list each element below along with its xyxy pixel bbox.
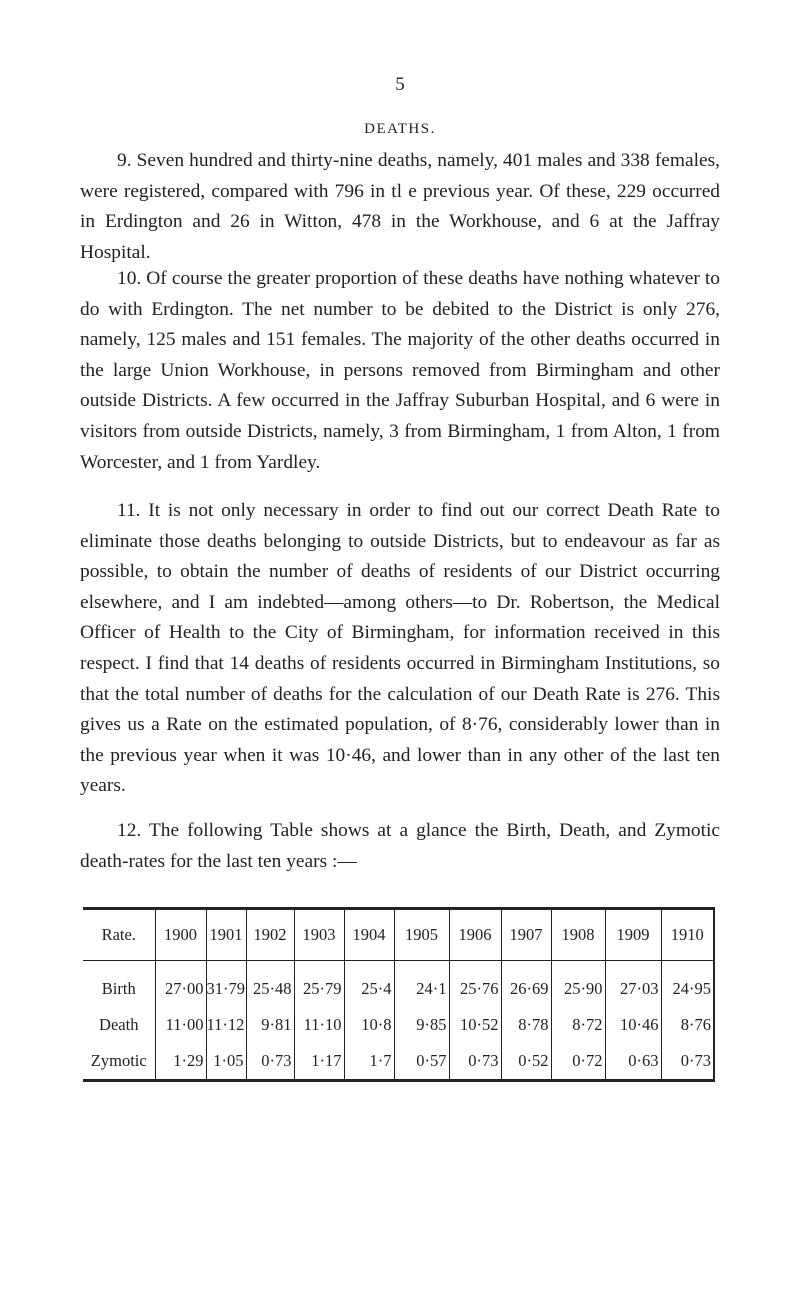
table-cell: 25·48 bbox=[246, 961, 294, 1008]
table-cell: 0·57 bbox=[394, 1043, 449, 1081]
table-header-cell: Rate. bbox=[83, 909, 155, 961]
table-header-cell: 1903 bbox=[294, 909, 344, 961]
row-label: Death bbox=[99, 1015, 139, 1034]
table-cell: 27·03 bbox=[605, 961, 661, 1008]
table-cell: 25·76 bbox=[449, 961, 501, 1008]
table-cell: 10·8 bbox=[344, 1007, 394, 1043]
table-cell: 0·63 bbox=[605, 1043, 661, 1081]
page-number: 5 bbox=[395, 74, 405, 95]
table-cell: 25·90 bbox=[551, 961, 605, 1008]
table-header-row bbox=[83, 909, 714, 961]
table-cell: 1·17 bbox=[294, 1043, 344, 1081]
table-cell: 26·69 bbox=[501, 961, 551, 1008]
row-label: Birth bbox=[101, 979, 136, 998]
table-row-death bbox=[83, 1007, 714, 1043]
table-cell: 0·52 bbox=[501, 1043, 551, 1081]
table-cell: 0·73 bbox=[246, 1043, 294, 1081]
table-header-cell: 1904 bbox=[344, 909, 394, 961]
table-cell: 8·72 bbox=[551, 1007, 605, 1043]
table-cell: 11·10 bbox=[294, 1007, 344, 1043]
table-cell: 10·46 bbox=[605, 1007, 661, 1043]
table-cell: 11·00 bbox=[155, 1007, 206, 1043]
table-cell: 8·78 bbox=[501, 1007, 551, 1043]
table-header-cell: 1908 bbox=[551, 909, 605, 961]
section-heading: DEATHS. bbox=[364, 121, 436, 137]
table-header-cell: 1907 bbox=[501, 909, 551, 961]
table-cell: 11·12 bbox=[206, 1007, 246, 1043]
table-header-cell: 1909 bbox=[605, 909, 661, 961]
paragraph-12: 12. The following Table shows at a glance the Birth, Death, and Zymotic death-rates for the last ten years :— bbox=[80, 820, 720, 872]
table-cell: 0·73 bbox=[661, 1043, 714, 1081]
paragraph-9: 9. Seven hundred and thirty-nine deaths, namely, 401 males and 338 females, were registered, compared with 796 in tl e previous year. Of these, 229 occurred in Erdington and 26 in Witton, 478 in the Workhouse, and 6 at the Jaffray Hospital. bbox=[80, 150, 720, 263]
table-cell: 10·52 bbox=[449, 1007, 501, 1043]
table-cell: 0·73 bbox=[449, 1043, 501, 1081]
table-header-cell: 1910 bbox=[661, 909, 714, 961]
table-cell: 1·05 bbox=[206, 1043, 246, 1081]
table-row-birth bbox=[83, 961, 714, 1008]
table-cell: 25·4 bbox=[344, 961, 394, 1008]
table-cell: 1·29 bbox=[155, 1043, 206, 1081]
table-cell: 25·79 bbox=[294, 961, 344, 1008]
table-cell: 1·7 bbox=[344, 1043, 394, 1081]
table-header-cell: 1902 bbox=[246, 909, 294, 961]
table-row-zymotic bbox=[83, 1043, 714, 1081]
rates-table bbox=[83, 907, 715, 1082]
table-header-cell: 1900 bbox=[155, 909, 206, 961]
paragraph-11: 11. It is not only necessary in order to find out our correct Death Rate to eliminate those deaths belonging to outside Districts, but to endeavour as far as possible, to obtain the number of deaths of residents of our District occurring elsewhere, and I am indebted—among others—to Dr. Robertson, the Medical Officer of Health to the City of Birmingham, for information received in this respect. I find that 14 deaths of residents occurred in Birmingham Institutions, so that the total number of deaths for the calculation of our Death Rate is 276. This gives us a Rate on the estimated population, of 8·76, considerably lower than in the previous year when it was 10·46, and lower than in any other of the last ten years. bbox=[80, 500, 720, 797]
table-cell: 8·76 bbox=[661, 1007, 714, 1043]
table-cell: 31·79 bbox=[206, 961, 246, 1008]
table-cell: 9·81 bbox=[246, 1007, 294, 1043]
table-cell: 24·1 bbox=[394, 961, 449, 1008]
table-cell: 0·72 bbox=[551, 1043, 605, 1081]
table-header-cell: 1905 bbox=[394, 909, 449, 961]
row-label: Zymotic bbox=[90, 1051, 147, 1070]
table-cell: 9·85 bbox=[394, 1007, 449, 1043]
table-cell: 24·95 bbox=[661, 961, 714, 1008]
table-header-cell: 1901 bbox=[206, 909, 246, 961]
paragraph-10: 10. Of course the greater proportion of these deaths have nothing whatever to do with Erdington. The net number to be debited to the District is only 276, namely, 125 males and 151 females. The majority of the other deaths occurred in the large Union Workhouse, in persons removed from Birmingham and other outside Districts. A few occurred in the Jaffray Suburban Hospital, and 6 were in visitors from outside Districts, namely, 3 from Birmingham, 1 from Alton, 1 from Worcester, and 1 from Yardley. bbox=[80, 268, 720, 473]
table-cell: 27·00 bbox=[155, 961, 206, 1008]
table-header-cell: 1906 bbox=[449, 909, 501, 961]
